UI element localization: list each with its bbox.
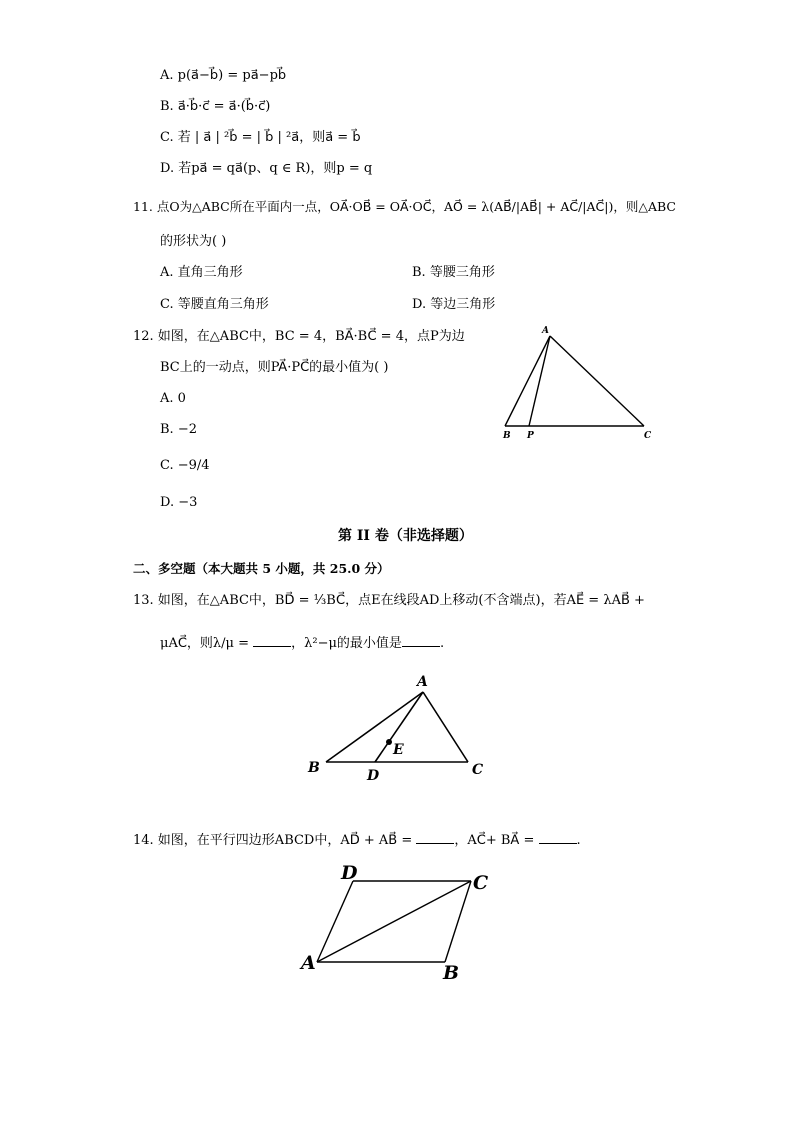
- q12-label-b: B: [503, 431, 511, 441]
- q13-label-a: A: [417, 674, 428, 690]
- q11-stem-line1: 11. 点O为△ABC所在平面内一点，OA⃗·OB⃗ = OA⃗·OC⃗，AO⃗ = λ(AB⃗/|AB⃗| + AC⃗/|AC⃗|)，则△ABC: [133, 199, 676, 214]
- q12-label-p: P: [527, 431, 534, 441]
- q13-text-c: .: [439, 636, 445, 651]
- q12-option-c: C. −9/4: [160, 458, 210, 473]
- q14-label-a: A: [301, 952, 316, 974]
- q13-label-e: E: [393, 742, 404, 758]
- q13-text-a: μAC⃗，则λ/μ =: [160, 636, 254, 651]
- q12-option-a: A. 0: [160, 391, 186, 406]
- q14-parallelogram-figure: [295, 855, 505, 990]
- q12-stem-line2: BC上的一动点，则PA⃗·PC⃗的最小值为( ): [160, 360, 389, 375]
- q10-option-c: C. 若 | a⃗ | ²b⃗ = | b⃗ | ²a⃗，则a⃗ = b⃗: [160, 130, 361, 145]
- q11-option-d: D. 等边三角形: [412, 297, 496, 312]
- q13-label-b: B: [308, 760, 320, 776]
- q13-label-c: C: [472, 762, 484, 778]
- q11-option-b: B. 等腰三角形: [412, 265, 495, 280]
- q13-stem-line2: [160, 636, 444, 652]
- q12-triangle-figure: [498, 322, 662, 442]
- q13-label-d: D: [367, 768, 380, 784]
- q10-option-d: D. 若pa⃗ = qa⃗(p、q ∈ R)，则p = q: [160, 161, 373, 176]
- q13-blank-1[interactable]: [253, 645, 291, 647]
- q14-blank-2[interactable]: [539, 842, 577, 844]
- q11-option-a: A. 直角三角形: [160, 265, 243, 280]
- q14-text-b: ，AC⃗+ BA⃗ =: [454, 833, 539, 848]
- q10-option-b: B. a⃗·b⃗·c⃗ = a⃗·(b⃗·c⃗): [160, 99, 271, 114]
- q12-label-a: A: [542, 326, 549, 336]
- q11-option-c: C. 等腰直角三角形: [160, 297, 269, 312]
- q11-stem-line2: 的形状为( ): [160, 234, 227, 249]
- q14-label-b: B: [443, 962, 460, 984]
- q12-stem-line1: 12. 如图，在△ABC中，BC = 4，BA⃗·BC⃗ = 4，点P为边: [133, 329, 465, 344]
- q10-option-a: A. p(a⃗−b⃗) = pa⃗−pb⃗: [160, 68, 287, 83]
- q14-blank-1[interactable]: [416, 842, 454, 844]
- q13-text-b: ，λ²−μ的最小值是: [291, 636, 402, 651]
- section2-heading: 二、多空题（本大题共 5 小题，共 25.0 分）: [133, 561, 390, 576]
- q14-text-a: 14. 如图，在平行四边形ABCD中，AD⃗ + AB⃗ =: [133, 833, 417, 848]
- q12-option-d: D. −3: [160, 495, 198, 510]
- q12-label-c: C: [644, 431, 652, 441]
- q14-label-c: C: [473, 872, 489, 894]
- q14-label-d: D: [341, 862, 358, 884]
- q13-blank-2[interactable]: [402, 645, 440, 647]
- q14-text-c: .: [576, 833, 581, 848]
- q12-option-b: B. −2: [160, 422, 197, 437]
- q13-stem-line1: 13. 如图，在△ABC中，BD⃗ = ⅓BC⃗，点E在线段AD上移动(不含端点)，若AE⃗ = λAB⃗ +: [133, 593, 645, 608]
- q13-triangle-figure: [300, 668, 500, 788]
- part2-title: 第 II 卷（非选择题）: [338, 528, 473, 544]
- q14-stem-line1: [133, 833, 581, 849]
- q13-point-e: [386, 739, 392, 745]
